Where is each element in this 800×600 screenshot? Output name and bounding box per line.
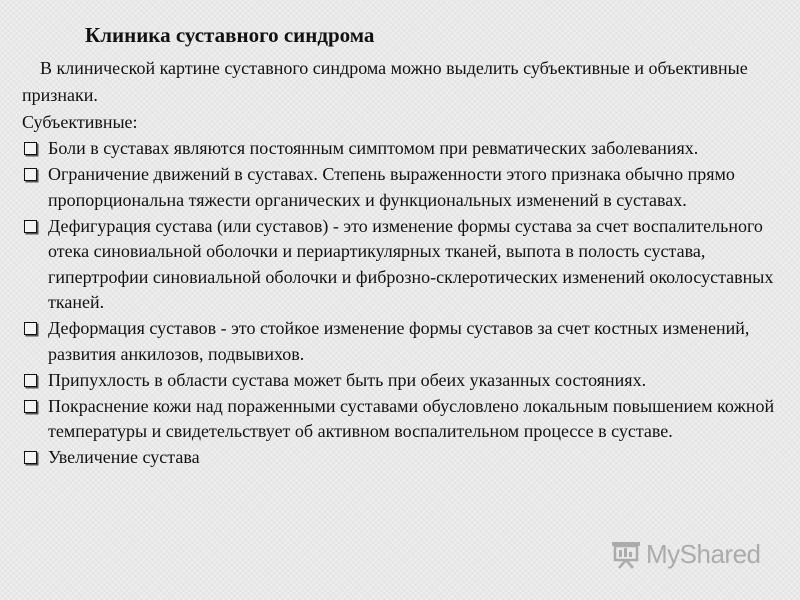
list-item-text: Увеличение сустава [48,447,200,467]
list-item [22,445,792,471]
checkbox-square-icon [24,168,37,181]
myshared-watermark [610,536,761,572]
checkbox-square-icon [24,451,37,464]
list-item [22,214,792,316]
checkbox-square-icon [24,142,37,155]
checkbox-square-icon [24,374,37,387]
checkbox-square-icon [24,400,37,413]
intro-text: В клинической картине суставного синдрома можно выделить субъективные и объективные признаки. [22,58,748,105]
list-item [22,162,792,213]
list-item-text: Припухлость в области сустава может быть при обеих указанных состояниях. [48,369,647,390]
list-item-text: Деформация суставов - это стойкое изменение формы суставов за счет костных изменений, развития анкилозов, подвывихов. [48,318,750,364]
list-item [22,316,792,367]
checkbox-square-icon [24,220,37,233]
slide-title: Клиника суставного синдрома [85,23,375,47]
list-item-text: Ограничение движений в суставах. Степень выраженности этого признака обычно прямо пропорциональна тяжести органических и функциональных изменений в суставах. [48,164,735,210]
list-item-text: Покраснение кожи над пораженными суставами обусловлено локальным повышением кожной температуры и свидетельствует об активном воспалительном процессе в суставе. [48,395,775,441]
list-item-text: Дефигурация сустава (или суставов) - это изменение формы сустава за счет воспалительного отека синовиальной оболочки и периартикулярных тканей, выпота в полость сустава, гипертрофии синовиальной оболочки и фиброзно-склеротических изменений околосуставных тканей. [48,215,774,312]
list-item [22,136,792,162]
myshared-logo-icon [610,538,642,570]
list-item [22,394,792,445]
list-item [22,368,792,394]
intro-paragraph [22,55,792,109]
list-item-text: Боли в суставах являются постоянным симптомом при ревматических заболеваниях. [48,138,699,158]
watermark-text: MyShared [646,538,761,569]
subjective-heading: Субъективные: [22,112,138,132]
checkbox-square-icon [24,322,37,335]
symptom-list [22,136,792,471]
